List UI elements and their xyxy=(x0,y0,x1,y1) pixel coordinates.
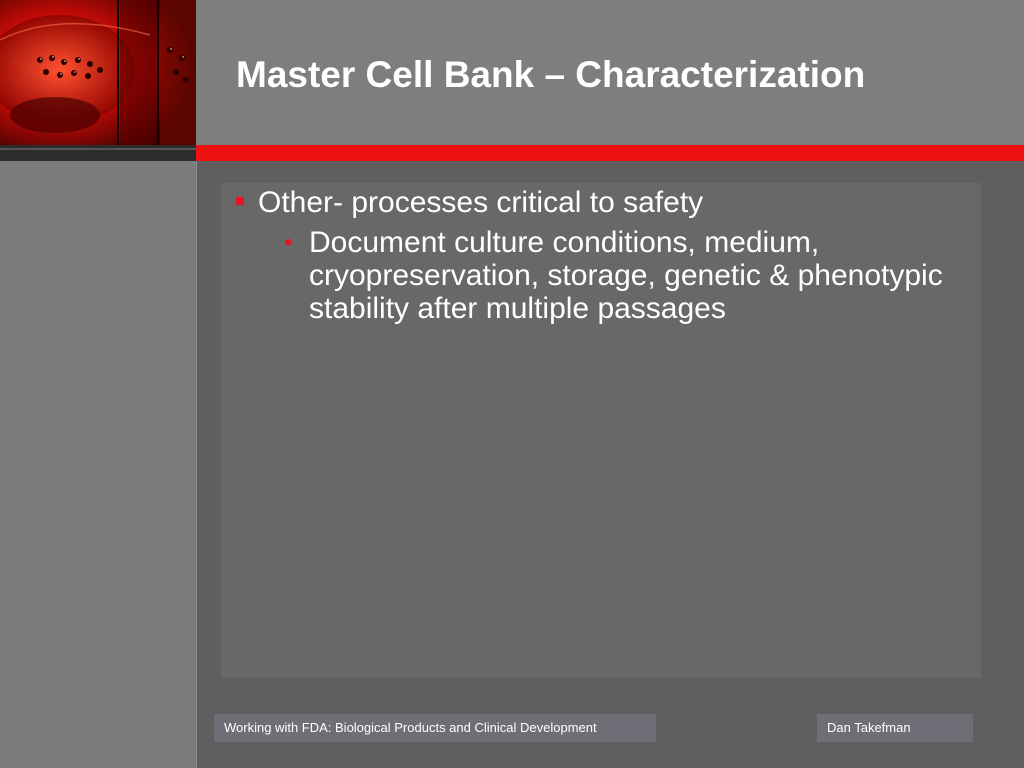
red-microscopy-image xyxy=(0,0,196,145)
slide-title: Master Cell Bank – Characterization xyxy=(236,54,866,95)
sub-bullet-text: Document culture conditions, medium, cryopreservation, storage, genetic & phenotypic stability after multiple passages xyxy=(309,226,943,325)
square-bullet-icon xyxy=(236,197,244,205)
footer-presentation-title: Working with FDA: Biological Products and Clinical Development xyxy=(214,714,656,742)
header-divider-red xyxy=(196,145,1024,161)
footer-author: Dan Takefman xyxy=(817,714,973,742)
bullet-text: Other- processes critical to safety xyxy=(258,186,704,219)
header-photo-red-cells xyxy=(0,0,196,145)
header-divider-dark xyxy=(0,145,196,161)
dot-bullet-icon: • xyxy=(284,229,293,256)
